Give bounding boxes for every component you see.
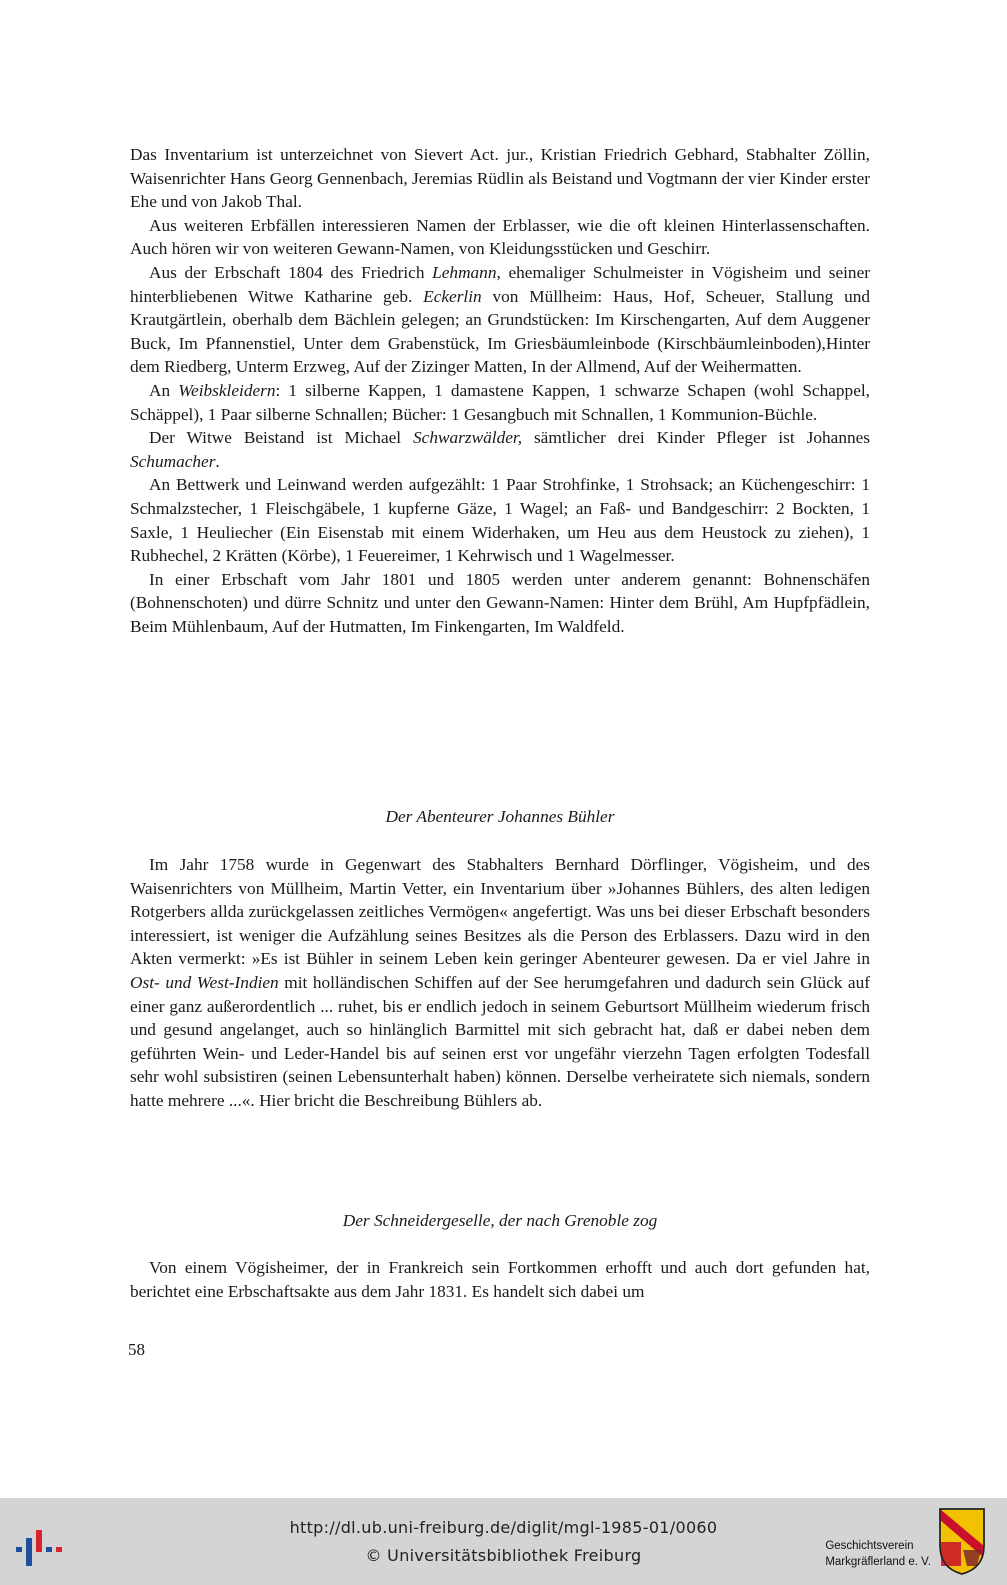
italic-text: Eckerlin [423,286,482,306]
footer-bar [0,1498,1007,1585]
italic-text: Schumacher [130,451,216,471]
footer-society-line1: Geschichtsverein [825,1540,914,1552]
text-run: sämtlicher drei Kinder Pfleger ist Johannes [522,428,870,448]
body-text-top [130,143,870,638]
paragraph [130,261,870,379]
page-number: 58 [128,1340,145,1359]
text-run: mit holländischen Schiffen auf der See herumgefahren und dadurch sein Glück auf einer ganz außerordentlich ... ruhet, bis er endlich jedoch in seinem Geburtsort Müllheim wiederum frisch und gesund angelanget, auch so hinlänglich Barmittel mit sich gebracht hat, daß er dabei neben dem geführten Wein- und Leder-Handel bis auf seinen erst vor ungefähr vierzehn Tagen erfolgten Todesfall sehr wohl subsistiren (seinen Lebensunterhalt haben) können. Derselbe verheiratete sich niemals, sondern hatte mehrere ...«. Hier bricht die Beschreibung Bühlers ab. [130,972,870,1110]
footer-url-link[interactable]: http://dl.ub.uni-freiburg.de/diglit/mgl-1985-01/0060 [289,1518,718,1537]
footer-society-name [825,1538,931,1570]
section-heading-schneidergeselle: Der Schneidergeselle, der nach Grenoble zog [342,1211,658,1230]
text-run: Aus der Erbschaft 1804 des Friedrich [149,262,433,282]
italic-text: Weibskleidern [178,380,276,400]
text-run: Von einem Vögisheimer, der in Frankreich sein Fortkommen erhofft und auch dort gefunden hat, berichtet eine Erbschaftsakte aus dem Jahr 1831. Es handelt sich dabei um [130,1258,870,1301]
paragraph [130,379,870,426]
text-run: In einer Erbschaft vom Jahr 1801 und 1805 werden unter anderem genannt: Bohnenschäfen (Bohnenschoten) und dürre Schnitz und unter den Gewann-Namen: Hinter dem Brühl, Am Hupfpfädlein, Beim Mühlenbaum, Auf der Hutmatten, Im Finkengarten, Im Waldfeld. [130,569,870,636]
text-run: . [215,451,220,471]
paragraph [130,1256,870,1303]
text-run: von Müllheim: Haus, Hof, Scheuer, Stallung und Krautgärtlein, oberhalb dem Bächlein gelegen; an Grundstücken: Im Kirschengarten, Auf dem Auggener Buck, Im Pfannenstiel, Unter dem Grabenstück, Im Griesbäumleinbode (Kirschbäumleinboden),Hinter dem Riedberg, Unterm Erzweg, Auf der Zizinger Matten, In der Allmend, Auf der Weihermatten. [130,286,870,377]
text-run: Aus weiteren Erbfällen interessieren Namen der Erblasser, wie die oft kleinen Hinterlassenschaften. Auch hören wir von weiteren Gewann-Namen, von Kleidungsstücken und Geschirr. [130,215,870,259]
paragraph [130,426,870,473]
italic-text: Lehmann [432,262,497,282]
footer-society-line2: Markgräflerland e. V. [825,1556,931,1568]
paragraph [130,214,870,261]
body-text-schneidergeselle [130,1256,870,1303]
body-text-buehler [130,853,870,1113]
paragraph [130,568,870,639]
paragraph [130,143,870,214]
text-run: : 1 silberne Kappen, 1 damastene Kappen, 1 schwarze Schapen (wohl Schappel, Schäppel), 1 Paar silberne Schnallen; Bücher: 1 Gesangbuch mit Schnallen, 1 Kommunion-Büchle. [130,380,870,424]
text-run: Im Jahr 1758 wurde in Gegenwart des Stabhalters Bernhard Dörflinger, Vögisheim, und des Waisenrichters von Müllheim, Martin Vetter, ein Inventarium über »Johannes Bühlers, des alten ledigen Rotgerbers allda zurückgelassen zeitliches Vermögen« angefertigt. Was uns bei dieser Erbschaft besonders interessiert, ist weniger die Aufzählung seines Besitzes als die Person des Erblassers. Dazu wird in den Akten vermerkt: »Es ist Bühler in seinem Leben kein geringer Abenteurer gewesen. Da er viel Jahre in [130,855,870,969]
text-run: An Bettwerk und Leinwand werden aufgezählt: 1 Paar Strohfinke, 1 Strohsack; an Küchengeschirr: 1 Schmalzstecher, 1 Fleischgäbele, 1 kupferne Gäze, 1 Wagel; an Faß- und Bandgeschirr: 2 Bockten, 1 Saxle, 1 Heuliecher (Ein Eisenstab mit einem Widerhaken, um Heu aus dem Heustock zu ziehen), 1 Rubhechel, 2 Krätten (Körbe), 1 Feuereimer, 1 Kehrwisch und 1 Wagelmesser. [130,475,870,566]
markgraeflerland-crest-icon [937,1506,987,1576]
paragraph [130,853,870,1113]
footer-copyright: © Universitätsbibliothek Freiburg [365,1546,642,1565]
italic-text: Ost- und West-Indien [130,972,279,992]
text-run: Der Witwe Beistand ist Michael [149,428,414,448]
section-heading-buehler: Der Abenteurer Johannes Bühler [385,807,615,826]
text-run: Das Inventarium ist unterzeichnet von Sievert Act. jur., Kristian Friedrich Gebhard, Stabhalter Zöllin, Waisenrichter Hans Georg Gennenbach, Jeremias Rüdlin als Beistand und Vogtmann der vier Kinder erster Ehe und von Jakob Thal. [130,145,870,212]
paragraph [130,473,870,567]
text-run: , ehemaliger Schulmeister in Vögisheim und seiner hinterbliebenen Witwe Katharine geb. [130,262,870,306]
italic-text: Schwarzwälder, [413,428,523,448]
text-run: An [149,380,179,400]
